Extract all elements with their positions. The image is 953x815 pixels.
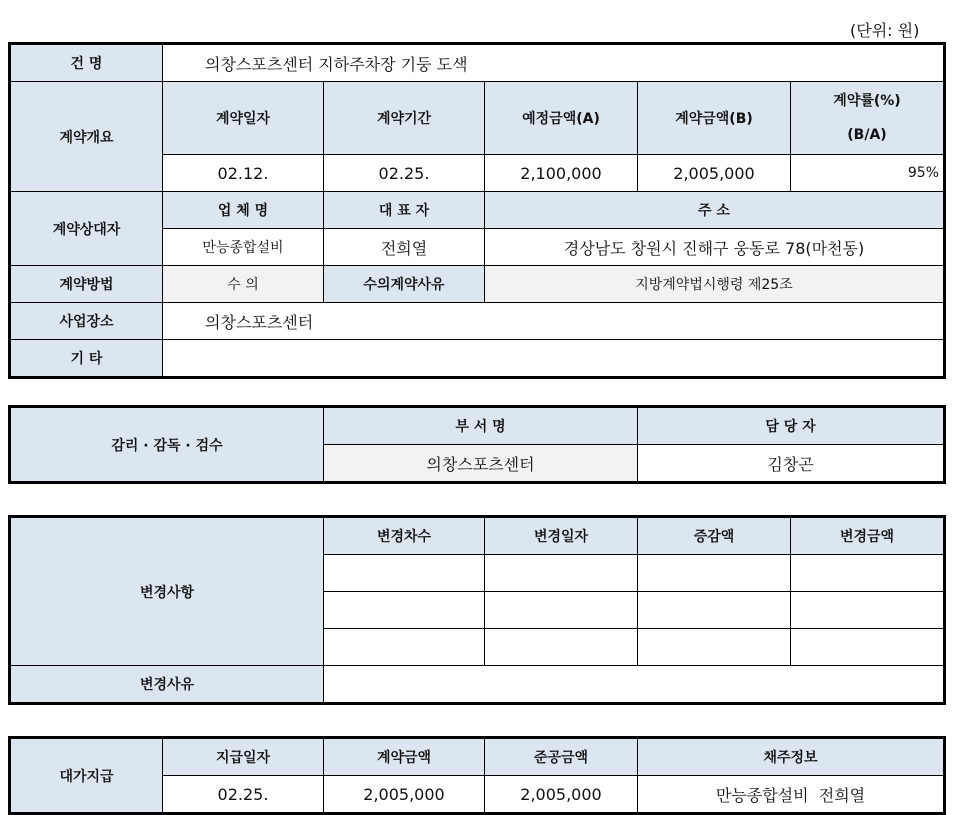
payment-label: 대가지급 bbox=[10, 738, 163, 814]
header-contract-date: 계약일자 bbox=[163, 82, 324, 155]
value-creditor-info: 만능종합설비 전희열 bbox=[638, 776, 945, 814]
header-completion-amount: 준공금액 bbox=[485, 738, 638, 776]
header-representative: 대 표 자 bbox=[324, 192, 485, 229]
value-company-name: 만능종합설비 bbox=[163, 229, 324, 266]
header-contract-amount: 계약금액(B) bbox=[638, 82, 791, 155]
header-payment-contract-amount: 계약금액 bbox=[324, 738, 485, 776]
header-contract-rate bbox=[791, 82, 945, 155]
private-contract-reason-label: 수의계약사유 bbox=[324, 266, 485, 303]
contract-party-label: 계약상대자 bbox=[10, 192, 163, 266]
business-site-value: 의창스포츠센터 bbox=[163, 303, 945, 340]
table-cell bbox=[324, 629, 485, 666]
table-cell bbox=[791, 555, 945, 592]
header-payment-date: 지급일자 bbox=[163, 738, 324, 776]
value-completion-amount: 2,005,000 bbox=[485, 776, 638, 814]
rate-header-line2: (B/A) bbox=[847, 127, 887, 143]
value-contract-period: 02.25. bbox=[324, 155, 485, 192]
supervision-label: 감리 · 감독 · 검수 bbox=[10, 407, 324, 483]
payment-table bbox=[8, 736, 946, 815]
table-cell bbox=[485, 592, 638, 629]
change-reason-value bbox=[324, 666, 945, 704]
header-department: 부 서 명 bbox=[324, 407, 638, 445]
change-reason-label: 변경사유 bbox=[10, 666, 324, 704]
table-cell bbox=[638, 555, 791, 592]
header-change-delta: 증감액 bbox=[638, 517, 791, 555]
value-contract-date: 02.12. bbox=[163, 155, 324, 192]
header-creditor-info: 채주정보 bbox=[638, 738, 945, 776]
contract-method-label: 계약방법 bbox=[10, 266, 163, 303]
table-cell bbox=[791, 592, 945, 629]
header-person-in-charge: 담 당 자 bbox=[638, 407, 945, 445]
changes-table bbox=[8, 515, 946, 705]
table-cell bbox=[485, 555, 638, 592]
etc-label: 기 타 bbox=[10, 340, 163, 378]
rate-header-line1: 계약률(%) bbox=[833, 93, 901, 109]
unit-label: (단위: 원) bbox=[850, 21, 920, 40]
header-company-name: 업 체 명 bbox=[163, 192, 324, 229]
header-change-date: 변경일자 bbox=[485, 517, 638, 555]
table-cell bbox=[638, 629, 791, 666]
value-payment-contract-amount: 2,005,000 bbox=[324, 776, 485, 814]
value-department: 의창스포츠센터 bbox=[324, 445, 638, 483]
header-change-number: 변경차수 bbox=[324, 517, 485, 555]
contract-overview-label: 계약개요 bbox=[10, 82, 163, 192]
business-site-label: 사업장소 bbox=[10, 303, 163, 340]
contract-title-label: 건 명 bbox=[10, 44, 163, 82]
table-cell bbox=[324, 592, 485, 629]
value-representative: 전희열 bbox=[324, 229, 485, 266]
supervision-table bbox=[8, 405, 946, 484]
table-cell bbox=[791, 629, 945, 666]
value-estimated-amount: 2,100,000 bbox=[485, 155, 638, 192]
table-cell bbox=[324, 555, 485, 592]
value-person-in-charge: 김창곤 bbox=[638, 445, 945, 483]
value-contract-rate: 95% bbox=[791, 155, 945, 192]
header-estimated-amount: 예정금액(A) bbox=[485, 82, 638, 155]
etc-value bbox=[163, 340, 945, 378]
header-address: 주 소 bbox=[485, 192, 945, 229]
value-payment-date: 02.25. bbox=[163, 776, 324, 814]
header-contract-period: 계약기간 bbox=[324, 82, 485, 155]
changes-label: 변경사항 bbox=[10, 517, 324, 666]
value-address: 경상남도 창원시 진해구 웅동로 78(마천동) bbox=[485, 229, 945, 266]
private-contract-reason-value: 지방계약법시행령 제25조 bbox=[485, 266, 945, 303]
table-cell bbox=[485, 629, 638, 666]
contract-table bbox=[8, 42, 946, 379]
table-cell bbox=[638, 592, 791, 629]
header-change-amount: 변경금액 bbox=[791, 517, 945, 555]
contract-title-value: 의창스포츠센터 지하주차장 기둥 도색 bbox=[163, 44, 945, 82]
value-contract-amount: 2,005,000 bbox=[638, 155, 791, 192]
contract-method-value: 수 의 bbox=[163, 266, 324, 303]
